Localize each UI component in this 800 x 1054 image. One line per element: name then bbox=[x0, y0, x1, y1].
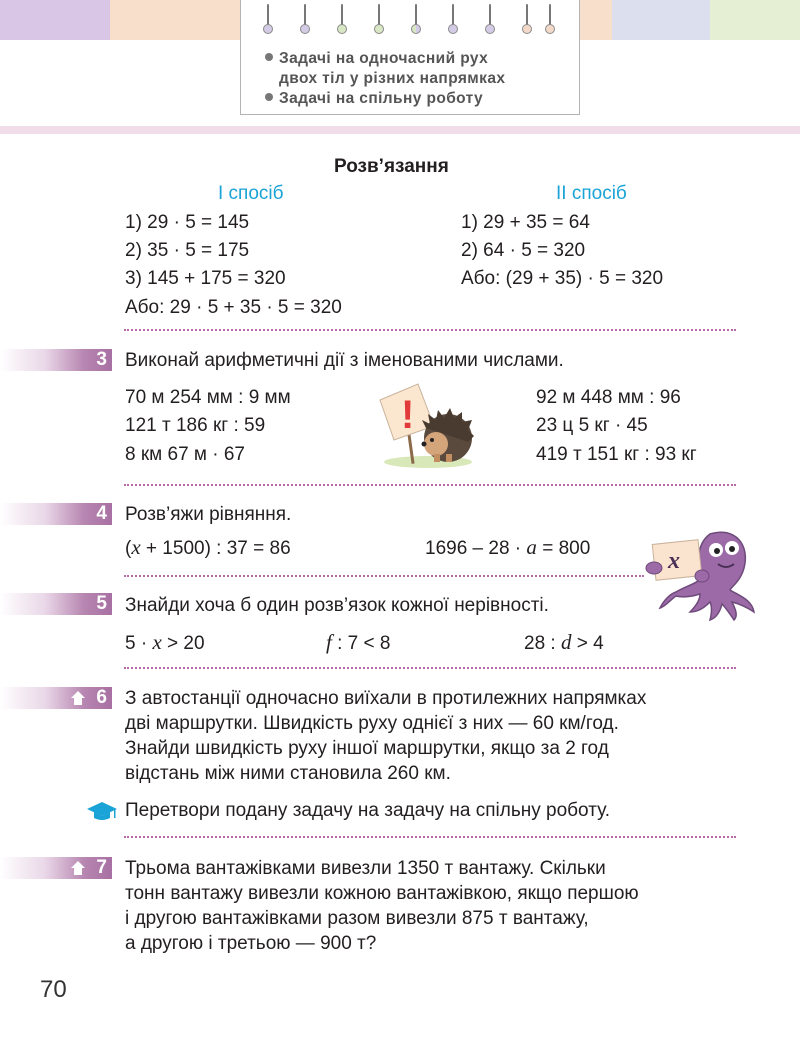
topic-line-2: двох тіл у різних напрямках bbox=[279, 70, 506, 87]
inequality-3: 28 : d > 4 bbox=[524, 630, 604, 654]
task6-extra: Перетвори подану задачу на задачу на спільну роботу. bbox=[125, 800, 610, 821]
section-divider bbox=[124, 329, 736, 331]
page-number: 70 bbox=[40, 976, 67, 1003]
task-number-tab: 7 bbox=[0, 857, 112, 879]
task3-text: Виконай арифметичні дії з іменованими числами. bbox=[125, 350, 564, 371]
ring-icon bbox=[545, 4, 555, 34]
solution-title: Розв’язання bbox=[334, 156, 449, 177]
inequality-2: f : 7 < 8 bbox=[326, 630, 391, 654]
header-stripe-2 bbox=[110, 0, 240, 40]
task6-line: З автостанції одночасно виїхали в протилежних напрямках bbox=[125, 688, 647, 709]
section-divider bbox=[124, 484, 736, 486]
task3-expression: 23 ц 5 кг · 45 bbox=[536, 415, 648, 436]
bullet-icon bbox=[265, 93, 273, 101]
ring-icon bbox=[485, 4, 495, 34]
task6-line: відстань між ними становила 260 км. bbox=[125, 763, 451, 784]
task7-line: і другою вантажівками разом вивезли 875 т вантажу, bbox=[125, 908, 589, 929]
topic-line-3: Задачі на спільну роботу bbox=[265, 90, 483, 108]
task6-line: Знайди швидкість руху іншої маршрутки, якщо за 2 год bbox=[125, 738, 609, 759]
header-stripe-4 bbox=[612, 0, 710, 40]
method2-line: 1) 29 + 35 = 64 bbox=[461, 212, 590, 233]
task7-line: Трьома вантажівками вивезли 1350 т вантажу. Скільки bbox=[125, 858, 606, 879]
method2-heading: ІІ спосіб bbox=[556, 183, 627, 204]
task6-line: дві маршрутки. Швидкість руху однієї з них — 60 км/год. bbox=[125, 713, 619, 734]
ring-icon bbox=[374, 4, 384, 34]
header-stripe-3 bbox=[578, 0, 612, 40]
task3-expression: 8 км 67 м · 67 bbox=[125, 444, 245, 465]
task3-expression: 419 т 151 кг : 93 кг bbox=[536, 444, 697, 465]
method1-line: 2) 35 · 5 = 175 bbox=[125, 240, 250, 261]
section-divider bbox=[124, 575, 644, 577]
method1-line: Або: 29 · 5 + 35 · 5 = 320 bbox=[125, 297, 342, 318]
section-divider bbox=[124, 836, 736, 838]
task7-line: тонн вантажу вивезли кожною вантажівкою, якщо першою bbox=[125, 883, 639, 904]
task3-expression: 70 м 254 мм : 9 мм bbox=[125, 387, 291, 408]
ring-icon bbox=[522, 4, 532, 34]
bullet-icon bbox=[265, 53, 273, 61]
method1-line: 1) 29 · 5 = 145 bbox=[125, 212, 250, 233]
graduation-cap-icon bbox=[86, 800, 118, 822]
ring-icon bbox=[300, 4, 310, 34]
task-number-tab: 5 bbox=[0, 593, 112, 615]
home-task-icon bbox=[70, 860, 86, 876]
task3-expression: 121 т 186 кг : 59 bbox=[125, 415, 266, 436]
task-number-tab: 3 bbox=[0, 349, 112, 371]
header-stripe-1 bbox=[0, 0, 110, 40]
topic-notebook bbox=[240, 0, 580, 115]
inequality-1: 5 · x > 20 bbox=[125, 630, 205, 654]
equation-2: 1696 – 28 · a = 800 bbox=[425, 535, 591, 559]
ring-icon bbox=[263, 4, 273, 34]
method2-line: 2) 64 · 5 = 320 bbox=[461, 240, 586, 261]
method2-line: Або: (29 + 35) · 5 = 320 bbox=[461, 268, 664, 289]
octopus-illustration bbox=[640, 516, 760, 622]
task-number-tab: 6 bbox=[0, 687, 112, 709]
home-task-icon bbox=[70, 690, 86, 706]
method1-heading: І спосіб bbox=[218, 183, 284, 204]
method1-line: 3) 145 + 175 = 320 bbox=[125, 268, 286, 289]
card-variable: x bbox=[668, 548, 680, 574]
task4-text: Розв’яжи рівняння. bbox=[125, 504, 292, 525]
task7-line: а другою і третьою — 900 т? bbox=[125, 933, 377, 954]
equation-1: (x + 1500) : 37 = 86 bbox=[125, 535, 291, 559]
task-number-tab: 4 bbox=[0, 503, 112, 525]
topic-line-1: Задачі на одночасний рух bbox=[265, 50, 488, 68]
task5-text: Знайди хоча б один розв’язок кожної нерівності. bbox=[125, 595, 549, 616]
ring-icon bbox=[411, 4, 421, 34]
section-divider bbox=[124, 667, 736, 669]
header-stripe-5 bbox=[710, 0, 800, 40]
hedgehog-sign-illustration bbox=[376, 380, 476, 468]
task3-expression: 92 м 448 мм : 96 bbox=[536, 387, 681, 408]
ring-icon bbox=[448, 4, 458, 34]
header-divider bbox=[0, 126, 800, 134]
ring-icon bbox=[337, 4, 347, 34]
sign-exclamation: ! bbox=[401, 393, 415, 437]
